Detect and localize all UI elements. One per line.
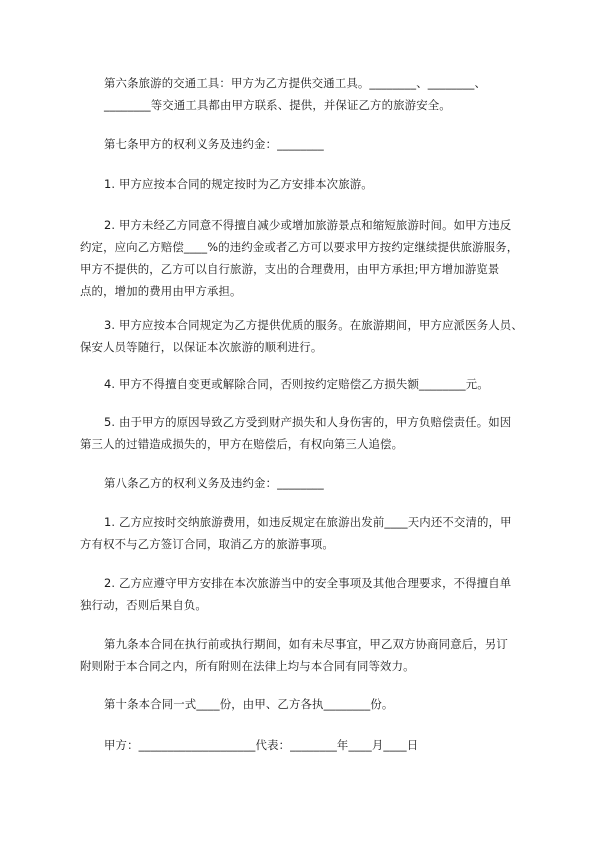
text-line: 第十条本合同一式____份，由甲、乙方各执________份。 (104, 697, 394, 711)
text-line: 保安人员等随行，以保证本次旅游的顺利进行。 (80, 340, 323, 354)
text-line: 第八条乙方的权利义务及违约金：________ (104, 476, 324, 490)
text-line: 第三人的过错造成损失的，甲方在赔偿后，有权向第三人追偿。 (80, 437, 404, 451)
text-line: 2. 甲方未经乙方同意不得擅自减少或增加旅游景点和缩短旅游时间。如甲方违反 (104, 218, 512, 232)
text-line: 附则附于本合同之内，所有附则在法律上均与本合同有同等效力。 (80, 659, 415, 673)
text-line: 第七条甲方的权利义务及违约金：________ (104, 137, 324, 151)
text-line: 3. 甲方应按本合同规定为乙方提供优质的服务。在旅游期间，甲方应派医务人员、 (104, 318, 523, 332)
text-line: 5. 由于甲方的原因导致乙方受到财产损失和人身伤害的，甲方负赔偿责任。如因 (104, 415, 512, 429)
text-line: 2. 乙方应遵守甲方安排在本次旅游当中的安全事项及其他合理要求，不得擅自单 (104, 576, 512, 590)
text-line: 方有权不与乙方签订合同，取消乙方的旅游事项。 (80, 537, 334, 551)
text-line: 1. 乙方应按时交纳旅游费用，如违反规定在旅游出发前____天内还不交清的，甲 (104, 515, 512, 529)
text-line: 独行动，否则后果自负。 (80, 598, 207, 612)
text-line: ________等交通工具都由甲方联系、提供，并保证乙方的旅游安全。 (104, 98, 451, 112)
text-line: 甲方不提供的，乙方可以自行旅游，支出的合理费用，由甲方承担;甲方增加游览景 (80, 262, 500, 276)
text-line: 4. 甲方不得擅自变更或解除合同，否则按约定赔偿乙方损失额________元。 (104, 377, 489, 391)
text-line: 点的，增加的费用由甲方承担。 (80, 284, 242, 298)
text-line: 1. 甲方应按本合同的规定按时为乙方安排本次旅游。 (104, 177, 373, 191)
text-line: 第六条旅游的交通工具：甲方为乙方提供交通工具。________、________、 (104, 76, 487, 90)
text-line: 第九条本合同在执行前或执行期间，如有未尽事宜，甲乙双方协商同意后，另订 (104, 637, 508, 651)
text-line: 约定，应向乙方赔偿____%的违约金或者乙方可以要求甲方按约定继续提供旅游服务， (80, 240, 519, 254)
text-line: 甲方：____________________代表：________年____月____日 (104, 738, 419, 752)
